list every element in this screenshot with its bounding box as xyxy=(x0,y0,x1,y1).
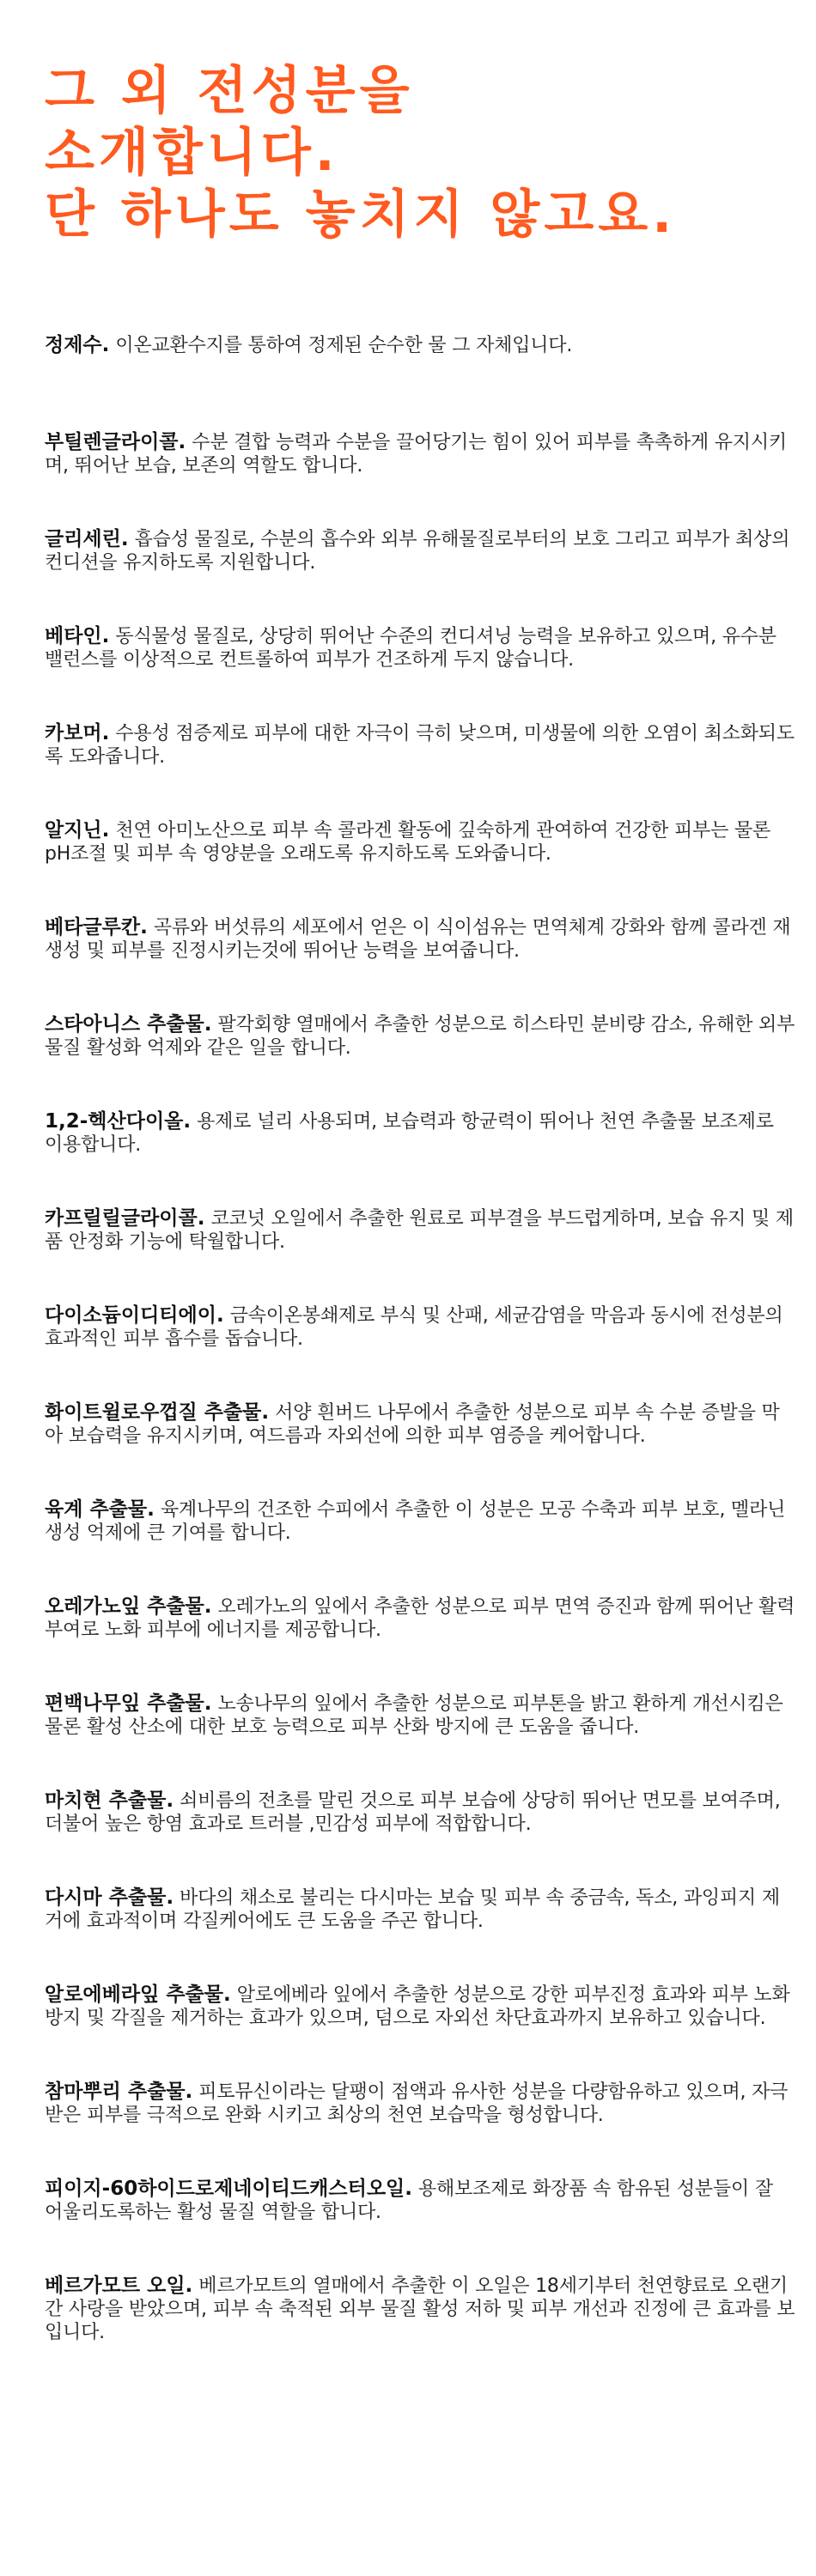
ingredient-description: 동식물성 물질로, 상당히 뛰어난 수준의 컨디셔닝 능력을 보유하고 있으며, 유수분 밸런스를 이상적으로 컨트롤하여 피부가 건조하게 두지 않습니다. xyxy=(45,626,776,671)
ingredient-item xyxy=(45,1207,796,1304)
ingredient-item xyxy=(45,2081,796,2178)
ingredient-description: 용해보조제로 화장품 속 함유된 성분들이 잘 어울리도록하는 활성 물질 역할을 합니다. xyxy=(45,2178,773,2223)
ingredient-name: 오레가노잎 추출물. xyxy=(45,1595,212,1618)
ingredient-name: 베르가모트 오일. xyxy=(45,2275,193,2297)
headline-line-2: 소개합니다. xyxy=(45,123,339,183)
ingredient-item xyxy=(45,334,796,431)
ingredient-item xyxy=(45,1498,796,1595)
ingredient-name: 글리세린. xyxy=(45,528,129,550)
ingredient-description: 수용성 점증제로 피부에 대한 자극이 극히 낮으며, 미생물에 의한 오염이 최소화되도록 도와줍니다. xyxy=(45,723,795,768)
ingredient-name: 화이트윌로우껍질 추출물. xyxy=(45,1401,270,1424)
ingredient-name: 알지닌. xyxy=(45,819,110,841)
ingredient-name: 카프릴릴글라이콜. xyxy=(45,1207,205,1230)
ingredient-description: 수분 결합 능력과 수분을 끌어당기는 힘이 있어 피부를 촉촉하게 유지시키며, 뛰어난 보습, 보존의 역할도 합니다. xyxy=(45,432,787,477)
ingredient-name: 1,2-헥산다이올. xyxy=(45,1110,192,1133)
ingredient-item xyxy=(45,2275,796,2372)
ingredient-item xyxy=(45,1692,796,1789)
ingredient-item xyxy=(45,916,796,1013)
headline-line-3: 단 하나도 놓치지 않고요. xyxy=(45,185,677,245)
ingredient-description: 노송나무의 잎에서 추출한 성분으로 피부톤을 밝고 환하게 개선시킴은 물론 활성 산소에 대한 보호 능력으로 피부 산화 방지에 큰 도움을 줍니다. xyxy=(45,1693,783,1738)
ingredient-name: 마치현 추출물. xyxy=(45,1789,174,1812)
ingredient-item xyxy=(45,2178,796,2275)
ingredient-description: 코코넛 오일에서 추출한 원료로 피부결을 부드럽게하며, 보습 유지 및 제품 안정화 기능에 탁월합니다. xyxy=(45,1208,794,1253)
ingredient-item xyxy=(45,722,796,819)
ingredient-item xyxy=(45,1789,796,1886)
ingredient-name: 카보머. xyxy=(45,722,110,744)
headline xyxy=(45,60,801,246)
ingredient-name: 알로에베라잎 추출물. xyxy=(45,1984,231,2006)
ingredient-description: 흡습성 물질로, 수분의 흡수와 외부 유해물질로부터의 보호 그리고 피부가 최상의 컨디션을 유지하도록 지원합니다. xyxy=(45,529,790,574)
ingredient-item xyxy=(45,1110,796,1207)
ingredient-name: 다이소듐이디티에이. xyxy=(45,1304,224,1327)
ingredient-description: 베르가모트의 열매에서 추출한 이 오일은 18세기부터 천연향료로 오랜기간 사랑을 받았으며, 피부 속 축적된 외부 물질 활성 저하 및 피부 개선과 진정에 큰 효과를 보입니다. xyxy=(45,2275,795,2343)
ingredient-name: 육계 추출물. xyxy=(45,1498,155,1521)
ingredient-description: 오레가노의 잎에서 추출한 성분으로 피부 면역 증진과 함께 뛰어난 활력 부여로 노화 피부에 에너지를 제공합니다. xyxy=(45,1596,795,1641)
ingredient-description: 육계나무의 건조한 수피에서 추출한 이 성분은 모공 수축과 피부 보호, 멜라닌 생성 억제에 큰 기여를 합니다. xyxy=(45,1499,786,1544)
ingredient-description: 금속이온봉쇄제로 부식 및 산패, 세균감염을 막음과 동시에 전성분의 효과적인 피부 흡수를 돕습니다. xyxy=(45,1305,783,1350)
ingredient-item xyxy=(45,431,796,528)
ingredient-description: 서양 흰버드 나무에서 추출한 성분으로 피부 속 수분 증발을 막아 보습력을 유지시키며, 여드름과 자외선에 의한 피부 염증을 케어합니다. xyxy=(45,1402,780,1447)
ingredient-name: 참마뿌리 추출물. xyxy=(45,2081,193,2103)
ingredient-item xyxy=(45,528,796,625)
ingredient-name: 베타글루칸. xyxy=(45,916,148,939)
ingredient-name: 다시마 추출물. xyxy=(45,1886,174,1909)
ingredient-name: 베타인. xyxy=(45,625,110,647)
ingredient-item xyxy=(45,819,796,916)
headline-line-1: 그 외 전성분을 xyxy=(45,61,414,121)
ingredient-description: 천연 아미노산으로 피부 속 콜라겐 활동에 깊숙하게 관여하여 건강한 피부는 물론 pH조절 및 피부 속 영양분을 오래도록 유지하도록 도와줍니다. xyxy=(45,820,771,865)
ingredient-item xyxy=(45,1886,796,1984)
ingredient-description: 피토뮤신이라는 달팽이 점액과 유사한 성분을 다량함유하고 있으며, 자극받은 피부를 극적으로 완화 시키고 최상의 천연 보습막을 형성합니다. xyxy=(45,2081,789,2126)
ingredient-name: 부틸렌글라이콜. xyxy=(45,431,186,453)
ingredient-description: 쇠비름의 전초를 말린 것으로 피부 보습에 상당히 뛰어난 면모를 보여주며, 더불어 높은 항염 효과로 트러블 ,민감성 피부에 적합합니다. xyxy=(45,1790,781,1835)
ingredient-description: 알로에베라 잎에서 추출한 성분으로 강한 피부진정 효과와 피부 노화 방지 및 각질을 제거하는 효과가 있으며, 덤으로 자외선 차단효과까지 보유하고 있습니다. xyxy=(45,1984,790,2029)
ingredient-name: 편백나무잎 추출물. xyxy=(45,1692,212,1715)
ingredient-item xyxy=(45,1401,796,1498)
ingredient-description: 바다의 채소로 불리는 다시마는 보습 및 피부 속 중금속, 독소, 과잉피지 제거에 효과적이며 각질케어에도 큰 도움을 주곤 합니다. xyxy=(45,1887,780,1932)
ingredient-list xyxy=(45,334,796,2372)
ingredient-item xyxy=(45,1984,796,2081)
ingredient-item xyxy=(45,1595,796,1692)
ingredient-item xyxy=(45,1013,796,1110)
ingredient-description: 이온교환수지를 통하여 정제된 순수한 물 그 자체입니다. xyxy=(115,335,573,356)
ingredient-item xyxy=(45,625,796,722)
ingredient-description: 용제로 널리 사용되며, 보습력과 항균력이 뛰어나 천연 추출물 보조제로 이용합니다. xyxy=(45,1111,774,1156)
ingredient-name: 정제수. xyxy=(45,334,110,356)
ingredient-item xyxy=(45,1304,796,1401)
ingredient-name: 스타아니스 추출물. xyxy=(45,1013,212,1036)
ingredient-name: 피이지-60하이드로제네이티드캐스터오일. xyxy=(45,2178,412,2200)
ingredient-description: 곡류와 버섯류의 세포에서 얻은 이 식이섬유는 면역체계 강화와 함께 콜라겐 재생성 및 피부를 진정시키는것에 뛰어난 능력을 보여줍니다. xyxy=(45,917,791,962)
ingredient-description: 팔각회향 열매에서 추출한 성분으로 히스타민 분비량 감소, 유해한 외부 물질 활성화 억제와 같은 일을 합니다. xyxy=(45,1014,795,1059)
